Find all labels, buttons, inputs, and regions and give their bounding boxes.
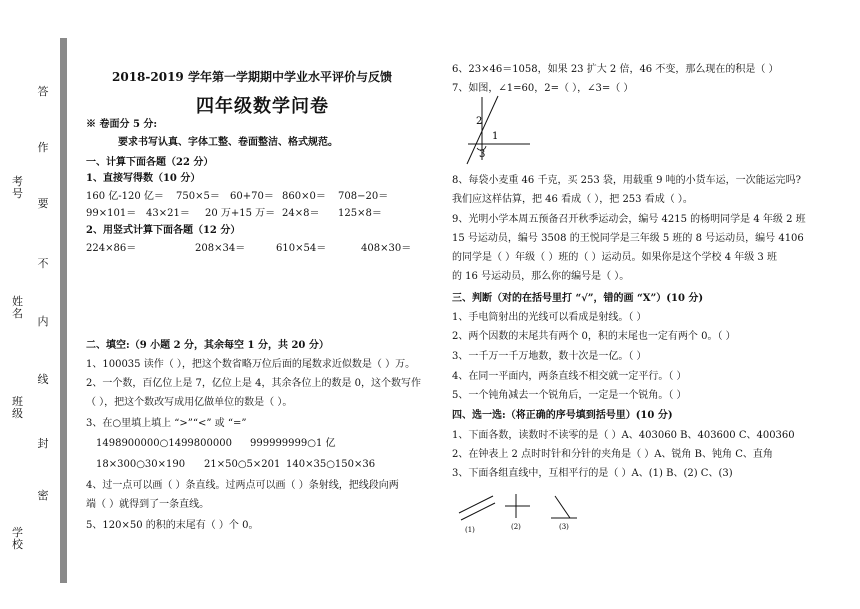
section-4-title: 四、选一选:（将正确的序号填到括号里）(10 分) <box>452 410 673 421</box>
fill-q9b: 15 号运动员，编号 3508 的王悦同学是三年级 5 班的 8 号运动员，编号 4106 <box>452 233 804 244</box>
compare-item: 18×300○30×190 <box>96 459 186 470</box>
judge-item: 3、一千万一千万地数，数十次是一亿。（ ） <box>452 351 647 362</box>
calc-item: 20 万+15 万＝ <box>205 208 276 219</box>
seal-char: 作 <box>37 141 49 154</box>
banji-label: 班级 <box>12 395 23 420</box>
fill-q7: 7、如图，∠1=60，2=（ ），∠3=（ ） <box>452 83 634 94</box>
calc-item: 860×0＝ <box>282 191 326 202</box>
fill-q4b: 端（ ）就得到了一条直线。 <box>86 499 210 510</box>
judge-item: 1、手电筒射出的光线可以看成是射线。（ ） <box>452 312 647 323</box>
calc-item: 160 亿-120 亿＝ <box>86 191 164 202</box>
section-1-2-title: 2、用竖式计算下面各题（12 分） <box>86 225 241 236</box>
figure-2 <box>505 494 530 531</box>
calc-item: 125×8＝ <box>338 208 382 219</box>
seal-char: 答 <box>37 85 49 98</box>
choice-q1: 1、下面各数，读数时不读零的是（ ）A、403060 B、403600 C、400360 <box>452 430 795 441</box>
section-1-1-title: 1、直接写得数（10 分） <box>86 173 201 184</box>
compare-item: 140×35○150×36 <box>286 459 376 470</box>
fill-q8a: 8、每袋小麦重 46 千克，买 253 袋，用载重 9 吨的小货车运，一次能运完吗? <box>452 175 801 186</box>
seal-char: 内 <box>37 315 49 328</box>
seal-char: 线 <box>37 373 49 386</box>
calc-item: 750×5＝ <box>176 191 220 202</box>
exam-subtitle: 四年级数学问卷 <box>196 96 329 117</box>
figure-3 <box>551 496 577 531</box>
calc-item: 224×86＝ <box>86 243 137 254</box>
fill-q5: 5、120×50 的积的末尾有（ ）个 0。 <box>86 520 259 531</box>
judge-item: 5、一个钝角减去一个锐角后，一定是一个锐角。（ ） <box>452 390 687 401</box>
fill-q6: 6、23×46＝1058，如果 23 扩大 2 倍，46 不变，那么现在的积是（ ） <box>452 64 779 75</box>
calc-item: 610×54＝ <box>276 243 327 254</box>
compare-item: 1498900000○1499800000 <box>96 438 232 449</box>
angle-label: 1 <box>492 131 499 142</box>
seal-char: 要 <box>37 197 49 210</box>
xuexiao-label: 学校 <box>12 526 23 551</box>
requirement: 要求书写认真、字体工整、卷面整洁、格式规范。 <box>118 137 338 148</box>
xingming-label: 姓名 <box>12 295 23 320</box>
seal-char: 不 <box>37 257 49 270</box>
fill-q1: 1、100035 读作（ ），把这个数省略万位后面的尾数求近似数是（ ）万。 <box>86 359 416 370</box>
calc-item: 708−20＝ <box>338 191 389 202</box>
fill-q9d: 的 16 号运动员，那么你的编号是（ ）。 <box>452 271 630 282</box>
figure-label: (2) <box>511 523 521 531</box>
choice-q2: 2、在钟表上 2 点时时针和分针的夹角是（ ）A、锐角 B、钝角 C、直角 <box>452 449 773 460</box>
section-2-title: 二、填空:（9 小题 2 分，其余每空 1 分，共 20 分） <box>86 340 329 351</box>
fill-q9c: 的同学是（ ）年级（ ）班的（ ）运动员。如果你是这个学校 4 年级 3 班 <box>452 252 777 263</box>
fill-q2b: （ ），把这个数改写成用亿做单位的数是（ ）。 <box>86 397 293 408</box>
angle-figure <box>462 94 532 166</box>
exam-title: 2018-2019 学年第一学期期中学业水平评价与反馈 <box>112 70 392 84</box>
seal-char: 密 <box>37 489 49 502</box>
angle-label: 2 <box>476 116 483 127</box>
calc-item: 24×8＝ <box>282 208 320 219</box>
section-3-title: 三、判断（对的在括号里打 “√”，错的画 “X”）(10 分) <box>452 293 704 304</box>
compare-item: 999999999○1 亿 <box>250 438 336 449</box>
judge-item: 2、两个因数的末尾共有两个 0，积的末尾也一定有两个 0。（ ） <box>452 331 736 342</box>
fill-q8b: 我们应这样估算，把 46 看成（ ），把 253 看成（ ）。 <box>452 194 693 205</box>
calc-item: 43×21＝ <box>146 208 190 219</box>
figure-1 <box>459 496 495 534</box>
calc-item: 60+70＝ <box>230 191 274 202</box>
fill-q4a: 4、过一点可以画（ ）条直线。过两点可以画（ ）条射线，把线段向两 <box>86 480 399 491</box>
seal-char: 封 <box>37 437 49 450</box>
judge-item: 4、在同一平面内，两条直线不相交就一定平行。（ ） <box>452 371 687 382</box>
kaohao-label: 考号 <box>12 175 23 200</box>
section-1-title: 一、计算下面各题（22 分） <box>86 157 214 168</box>
compare-item: 21×50○5×201 <box>204 459 281 470</box>
fill-q9a: 9、光明小学本周五预备召开秋季运动会，编号 4215 的杨明同学是 4 年级 2 班 <box>452 214 806 225</box>
fill-q2a: 2、一个数，百亿位上是 7，亿位上是 4，其余各位上的数是 0，这个数写作 <box>86 378 421 389</box>
binding-bar <box>60 38 67 583</box>
calc-item: 99×101＝ <box>86 208 137 219</box>
choice-q3: 3、下面各组直线中，互相平行的是（ ）A、(1) B、(2) C、(3) <box>452 468 733 479</box>
calc-item: 208×34＝ <box>195 243 246 254</box>
parallel-lines-figure <box>455 488 585 536</box>
figure-label: (1) <box>465 526 475 534</box>
figure-label: (3) <box>559 523 569 531</box>
fill-q3: 3、在○里填上填上 “>”“<” 或 “=” <box>86 418 247 429</box>
score-note: ※ 卷面分 5 分: <box>86 119 158 130</box>
calc-item: 408×30＝ <box>361 243 412 254</box>
angle-label: 3 <box>479 149 486 160</box>
